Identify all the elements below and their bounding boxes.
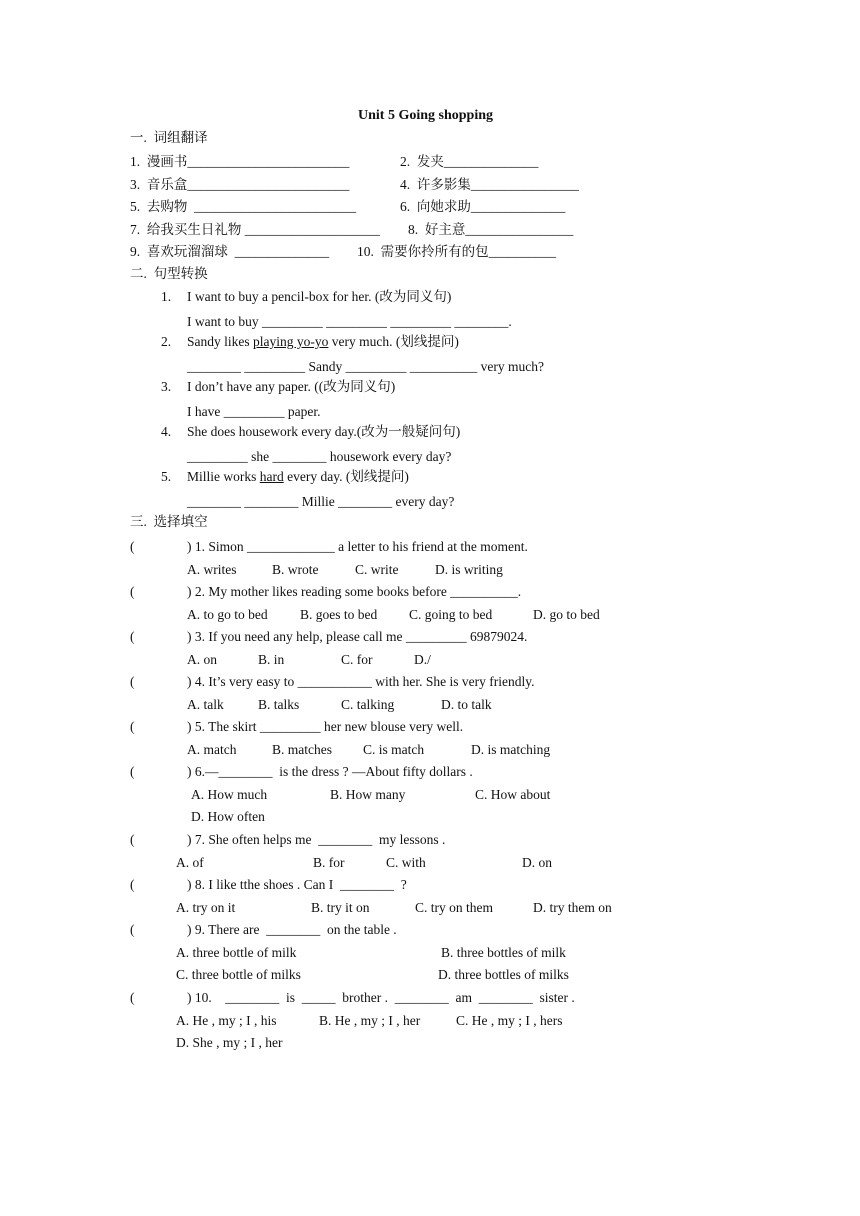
transform-answer: I want to buy _________ _________ _________ ________. (187, 314, 512, 329)
mc-question: ) 8. I like tthe shoes . Can I ________ ? (187, 877, 407, 892)
mc-option: D. is writing (435, 562, 503, 577)
item-number: 4. (161, 424, 172, 439)
mc-option: A. writes (187, 562, 237, 577)
mc-option: D. How often (191, 809, 265, 824)
mc-option: D. try them on (533, 900, 612, 915)
mc-question: ) 4. It’s very easy to ___________ with her. She is very friendly. (187, 674, 535, 689)
mc-option: D. three bottles of milks (438, 967, 569, 982)
vocab-item: 8. 好主意________________ (408, 222, 574, 237)
vocab-item: 2. 发夹______________ (400, 154, 539, 169)
vocab-item: 5. 去购物 ________________________ (130, 199, 357, 214)
mc-question: ) 10. ________ is _____ brother . ________ am ________ sister . (187, 990, 575, 1005)
section-3-heading: 三. 选择填空 (130, 514, 208, 529)
answer-paren: ( (130, 990, 135, 1005)
item-number: 3. (161, 379, 172, 394)
mc-question: ) 5. The skirt _________ her new blouse very well. (187, 719, 464, 734)
mc-option: B. three bottles of milk (441, 945, 566, 960)
mc-option: B. for (313, 855, 345, 870)
transform-answer: I have _________ paper. (187, 404, 321, 419)
mc-option: A. three bottle of milk (176, 945, 297, 960)
vocab-item: 3. 音乐盒________________________ (130, 177, 350, 192)
answer-paren: ( (130, 674, 135, 689)
vocab-item: 4. 许多影集________________ (400, 177, 579, 192)
mc-option: C. write (355, 562, 399, 577)
transform-question: I don’t have any paper. ((改为同义句) (187, 379, 396, 394)
mc-option: A. try on it (176, 900, 236, 915)
mc-option: A. He , my ; I , his (176, 1013, 277, 1028)
vocab-item: 7. 给我买生日礼物 ____________________ (130, 222, 380, 237)
section-1-heading: 一. 词组翻译 (130, 130, 208, 145)
transform-answer: ________ ________ Millie ________ every day? (187, 494, 455, 509)
answer-paren: ( (130, 719, 135, 734)
mc-option: D./ (414, 652, 431, 667)
mc-question: ) 9. There are ________ on the table . (187, 922, 397, 937)
mc-option: C. He , my ; I , hers (456, 1013, 563, 1028)
answer-paren: ( (130, 922, 135, 937)
answer-paren: ( (130, 764, 135, 779)
answer-paren: ( (130, 832, 135, 847)
mc-option: C. three bottle of milks (176, 967, 301, 982)
mc-option: C. talking (341, 697, 395, 712)
mc-option: B. How many (330, 787, 406, 802)
mc-option: D. is matching (471, 742, 551, 757)
underlined-phrase: playing yo-yo (253, 334, 329, 349)
answer-paren: ( (130, 584, 135, 599)
mc-option: C. going to bed (409, 607, 493, 622)
mc-question: ) 6.—________ is the dress ? —About fifty dollars . (187, 764, 473, 779)
vocab-item: 9. 喜欢玩溜溜球 ______________ (130, 244, 330, 259)
mc-question: ) 2. My mother likes reading some books before __________. (187, 584, 522, 599)
transform-answer: ________ _________ Sandy _________ __________ very much? (187, 359, 544, 374)
mc-option: A. How much (191, 787, 268, 802)
item-number: 2. (161, 334, 172, 349)
mc-option: C. How about (475, 787, 551, 802)
mc-question: ) 1. Simon _____________ a letter to his friend at the moment. (187, 539, 528, 554)
mc-option: B. try it on (311, 900, 370, 915)
mc-option: B. in (258, 652, 285, 667)
mc-option: A. match (187, 742, 237, 757)
underlined-phrase: hard (259, 469, 284, 484)
mc-option: A. on (187, 652, 217, 667)
transform-question: She does housework every day.(改为一般疑问句) (187, 424, 461, 439)
mc-option: B. He , my ; I , her (319, 1013, 421, 1028)
mc-question: ) 7. She often helps me ________ my lessons . (187, 832, 446, 847)
mc-option: C. is match (363, 742, 425, 757)
vocab-item: 6. 向她求助______________ (400, 199, 566, 214)
transform-answer: _________ she ________ housework every day? (187, 449, 452, 464)
mc-option: A. of (176, 855, 204, 870)
vocab-item: 10. 需要你拎所有的包__________ (357, 244, 557, 259)
transform-question: Millie works hard every day. (划线提问) (187, 469, 409, 484)
mc-option: D. go to bed (533, 607, 600, 622)
mc-option: D. She , my ; I , her (176, 1035, 283, 1050)
mc-option: B. matches (272, 742, 332, 757)
mc-option: B. wrote (272, 562, 319, 577)
answer-paren: ( (130, 877, 135, 892)
vocab-item: 1. 漫画书________________________ (130, 154, 350, 169)
transform-question: I want to buy a pencil-box for her. (改为同义句) (187, 289, 452, 304)
section-2-heading: 二. 句型转换 (130, 266, 208, 281)
page-title: Unit 5 Going shopping (358, 108, 493, 123)
mc-option: A. talk (187, 697, 224, 712)
mc-question: ) 3. If you need any help, please call me _________ 69879024. (187, 629, 528, 644)
mc-option: C. try on them (415, 900, 493, 915)
transform-question: Sandy likes playing yo-yo very much. (划线提问) (187, 334, 459, 349)
mc-option: D. on (522, 855, 552, 870)
answer-paren: ( (130, 539, 135, 554)
mc-option: D. to talk (441, 697, 492, 712)
answer-paren: ( (130, 629, 135, 644)
mc-option: B. goes to bed (300, 607, 378, 622)
mc-option: B. talks (258, 697, 300, 712)
mc-option: C. with (386, 855, 426, 870)
mc-option: A. to go to bed (187, 607, 268, 622)
mc-option: C. for (341, 652, 373, 667)
item-number: 5. (161, 469, 172, 484)
item-number: 1. (161, 289, 172, 304)
